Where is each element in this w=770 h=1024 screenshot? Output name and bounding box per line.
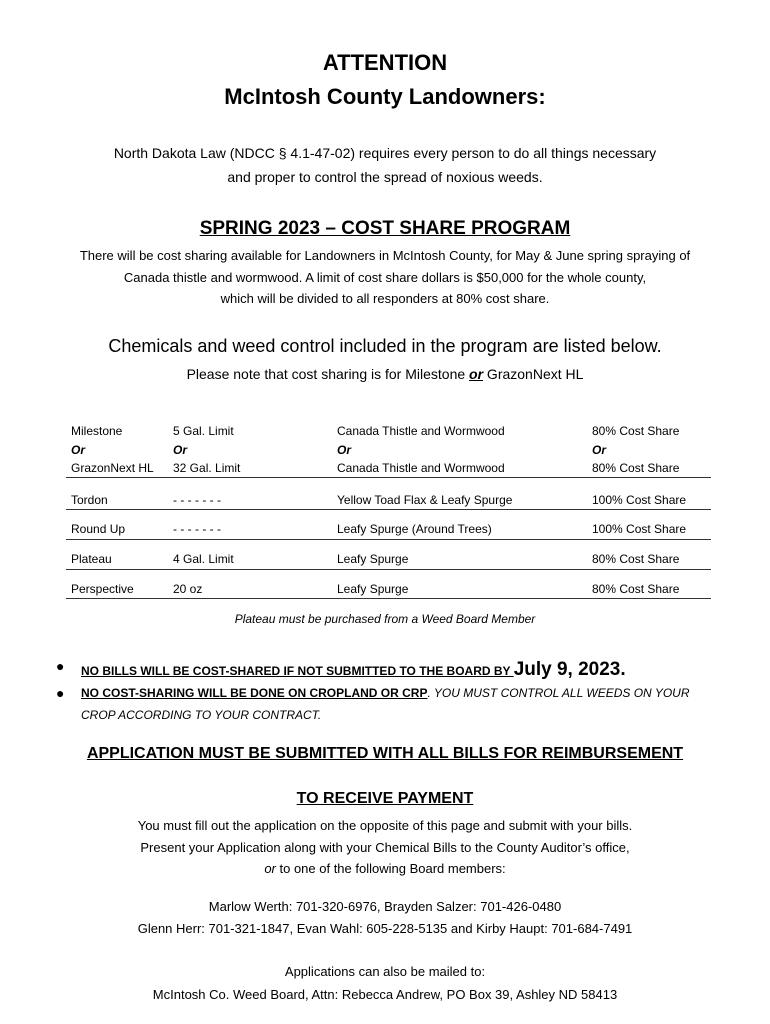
row-divider (66, 539, 711, 540)
chem-name: Perspective (71, 582, 134, 596)
chem-name: Plateau (71, 552, 112, 566)
row-divider (66, 509, 711, 510)
bullet-text (81, 659, 626, 681)
chem-limit: 20 oz (173, 582, 203, 596)
or-label: Or (173, 443, 188, 457)
cropland-line-2: CROP ACCORDING TO YOUR CONTRACT. (81, 708, 322, 722)
header-landowners: McIntosh County Landowners: (224, 84, 546, 109)
program-line-2: Canada thistle and wormwood. A limit of cost share dollars is $50,000 for the whole county, (123, 270, 647, 285)
chem-name: Round Up (71, 522, 126, 536)
chem-name: Tordon (71, 493, 108, 507)
members-line-1: Marlow Werth: 701-320-6976, Brayden Salzer: 701-426-0480 (208, 899, 562, 914)
bullet-dot-icon: ● (56, 685, 65, 701)
application-title: APPLICATION MUST BE SUBMITTED WITH ALL BILLS FOR REIMBURSEMENT (86, 745, 684, 762)
application-line-2: Present your Application along with your Chemical Bills to the County Auditor’s office, (140, 840, 630, 855)
chem-weed: Canada Thistle and Wormwood (337, 461, 505, 475)
program-line-1: There will be cost sharing available for Landowners in McIntosh County, for May & June spring spraying of (79, 248, 691, 263)
chem-weed: Leafy Spurge (337, 552, 409, 566)
row-divider (66, 598, 711, 599)
or-label: Or (337, 443, 352, 457)
chem-limit: 5 Gal. Limit (173, 424, 234, 438)
chem-weed: Leafy Spurge (Around Trees) (337, 522, 492, 536)
row-divider (66, 569, 711, 570)
cropland-bold: NO COST-SHARING WILL BE DONE ON CROPLAND OR CRP (81, 686, 428, 700)
chem-share: 100% Cost Share (592, 522, 687, 536)
chem-limit: - - - - - - - (173, 493, 221, 507)
application-line-3-rest: to one of the following Board members: (275, 861, 506, 876)
mail-line-1: Applications can also be mailed to: (284, 964, 486, 979)
cropland-rest: . YOU MUST CONTROL ALL WEEDS ON YOUR (427, 686, 690, 700)
application-or: or (264, 861, 276, 876)
program-line-3: which will be divided to all responders at 80% cost share. (220, 291, 550, 306)
chem-share: 80% Cost Share (592, 552, 680, 566)
mail-line-2: McIntosh Co. Weed Board, Attn: Rebecca Andrew, PO Box 39, Ashley ND 58413 (152, 987, 618, 1002)
law-line-2: and proper to control the spread of noxious weeds. (227, 169, 543, 185)
note-text-after: GrazonNext HL (483, 366, 584, 382)
bullet-dot-icon: ● (56, 658, 65, 674)
members-line-2: Glenn Herr: 701-321-1847, Evan Wahl: 605-228-5135 and Kirby Haupt: 701-684-7491 (137, 921, 633, 936)
deadline-text: NO BILLS WILL BE COST-SHARED IF NOT SUBMITTED TO THE BOARD BY (81, 664, 514, 678)
note-or: or (469, 366, 484, 382)
or-label: Or (71, 443, 86, 457)
note-text-before: Please note that cost sharing is for Milestone (186, 366, 470, 382)
chemicals-note (0, 366, 770, 382)
application-line-3 (0, 861, 770, 876)
chem-weed: Yellow Toad Flax & Leafy Spurge (337, 493, 513, 507)
chem-limit: 4 Gal. Limit (173, 552, 234, 566)
table-footnote: Plateau must be purchased from a Weed Board Member (234, 612, 536, 626)
chem-limit: 32 Gal. Limit (173, 461, 241, 475)
chem-share: 100% Cost Share (592, 493, 687, 507)
bullet-text (81, 686, 690, 700)
chem-share: 80% Cost Share (592, 582, 680, 596)
chemicals-heading: Chemicals and weed control included in the program are listed below. (108, 336, 662, 356)
chem-limit: - - - - - - - (173, 522, 221, 536)
chem-share: 80% Cost Share (592, 461, 680, 475)
application-subtitle: TO RECEIVE PAYMENT (296, 790, 474, 807)
chem-weed: Leafy Spurge (337, 582, 409, 596)
chem-share: 80% Cost Share (592, 424, 680, 438)
program-title: SPRING 2023 – COST SHARE PROGRAM (199, 218, 571, 239)
header-attention: ATTENTION (322, 50, 448, 75)
chem-weed: Canada Thistle and Wormwood (337, 424, 505, 438)
or-label: Or (592, 443, 607, 457)
deadline-date: July 9, 2023. (513, 659, 626, 680)
chem-name: GrazonNext HL (71, 461, 154, 475)
law-line-1: North Dakota Law (NDCC § 4.1-47-02) requires every person to do all things necessary (113, 145, 657, 161)
application-line-1: You must fill out the application on the opposite of this page and submit with your bills. (137, 818, 633, 833)
row-divider (66, 477, 711, 478)
chem-name: Milestone (71, 424, 123, 438)
